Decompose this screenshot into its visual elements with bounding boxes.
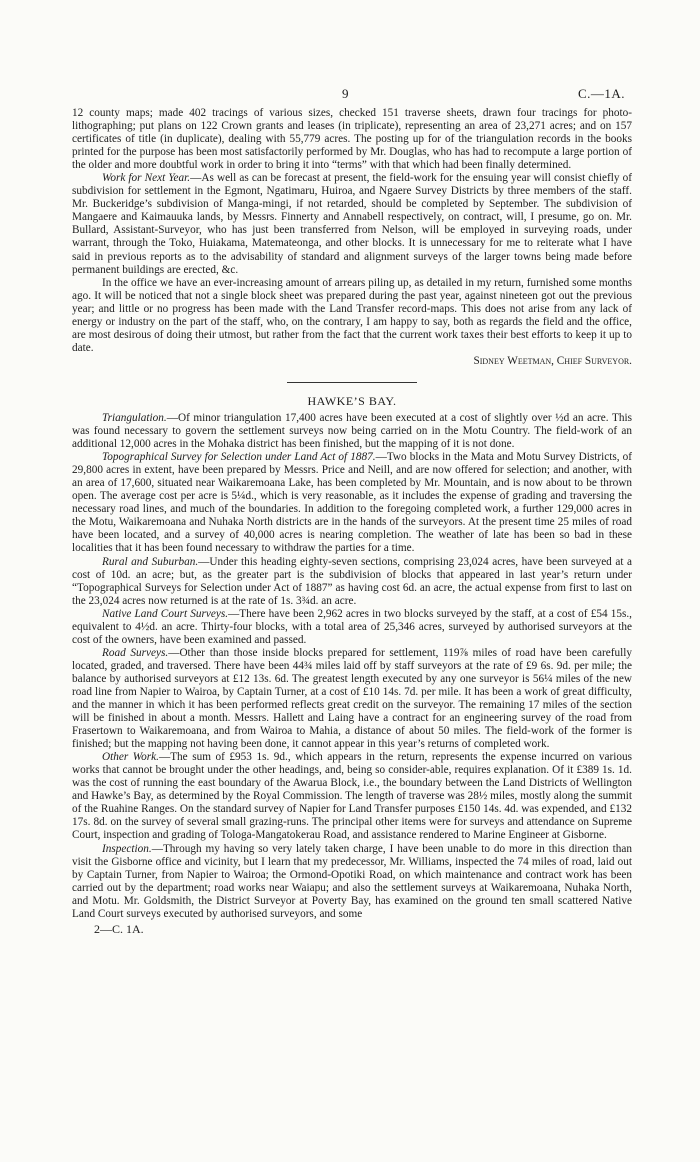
paragraph-text: —There have been 2,962 acres in two blocks surveyed by the staff, at a cost of £54 15s., equivalent to 4½d. an acre. Thirty-four blocks, with a total area of 25,346 acres, surveyed by authorised surveyors at the cost of the owners, have been examined and passed. [72, 607, 632, 646]
paragraph [72, 647, 632, 751]
paragraph [72, 107, 632, 172]
paragraph-heading: Rural and Suburban. [102, 555, 199, 568]
paragraph-text: —The sum of £953 1s. 9d., which appears in the return, represents the expense incurred on various works that cannot be brought under the other headings, and, being so consider-able, requires explanation. Of it £389 1s. 1d. was the cost of running the east boundary of the Awarua Block, i.e., the boundary between the Land Districts of Wellington and Hawke’s Bay, as determined by the Royal Commission. The length of traverse was 28½ miles, mostly along the summit of the Ruahine Ranges. On the standard survey of Napier for Land Transfer purposes £150 14s. 4d. was expended, and £132 17s. 8d. on the survey of several small grazing-runs. The principal other items were for surveys and attendance on Supreme Court, inspection and grading of Tologa-Mangatokerau Road, and assistance rendered to Marine Engineer at Gisborne. [72, 751, 632, 842]
paragraph-heading: Triangulation. [102, 411, 167, 424]
paragraph-text: —Other than those inside blocks prepared for settlement, 119⅞ miles of road have been carefully located, graded, and traversed. There have been 44¾ miles laid off by staff surveyors at the rate of £9 6s. 9d. per mile; the balance by authorised surveyors at £12 13s. 6d. The greatest length executed by any one surveyor is 56¼ miles of the new road line from Napier to Wairoa, by Captain Turner, at a cost of £10 14s. 7d. per mile. It has been a work of great difficulty, and the manner in which it has been performed reflects great credit on the surveyor. The remaining 17 miles of the section will be finished in about a month. Messrs. Hallett and Laing have a contract for an engineering survey of the road from Frasertown to Waikaremoana, and from Wairoa to Mahia, a distance of about 50 miles. The field-work of the former is finished; but the mapping not having been done, it cannot appear in this year’s returns of completed work. [72, 646, 632, 751]
paragraph [72, 556, 632, 608]
section-title: HAWKE’S BAY. [307, 393, 397, 408]
paragraph-text: —As well as can be forecast at present, the field-work for the ensuing year will consist chiefly of subdivision for settlement in the Egmont, Ngatimaru, Huiroa, and Ngaere Survey Districts by three members of the staff. Mr. Buckeridge’s subdivision of Manga-mingi, if not retarded, should be completed by September. The subdivision of Mangaere and Kaimauuka lands, by Messrs. Finnerty and Annabell respectively, on contract, will, I presume, go on. Mr. Bullard, Assistant-Surveyor, who has just been transferred from Nelson, will be employed in surveying roads, under warrant, through the Toko, Huiakama, Matemateonga, and other blocks. It is unnecessary for me to reiterate what I have said in previous reports as to the advisability of standard and alignment surveys of the larger towns being made before permanent buildings are erected, &c. [72, 172, 632, 276]
paragraph-text: —Under this heading eighty-seven sections, comprising 23,024 acres, have been surveyed at a cost of 10d. an acre; but, as the greater part is the subdivision of blocks that appeared in last year’s return under “Topographical Surveys for Selection under Act of 1887” as having cost 6d. an acre, the actual expense from first to last on the 23,024 acres now returned is at the rate of 1s. 3¾d. an acre. [72, 555, 632, 607]
paragraph-heading: Topographical Survey for Selection under Land Act of 1887. [102, 451, 376, 464]
footer-signature: 2—C. 1A. [94, 921, 144, 936]
signature-row [72, 355, 632, 368]
paragraph [72, 412, 632, 451]
paragraph [72, 277, 632, 355]
paragraph-heading: Native Land Court Surveys. [102, 607, 229, 620]
section-divider [287, 382, 417, 383]
paragraph-heading: Work for Next Year. [102, 172, 191, 185]
signature: Sidney Weetman, Chief Surveyor. [473, 354, 632, 367]
paragraph [72, 172, 632, 276]
paragraph-heading: Inspection. [102, 842, 152, 855]
document-body [72, 107, 632, 936]
paragraph [72, 451, 632, 555]
document-reference: C.—1A. [578, 86, 626, 101]
page-number: 9 [342, 86, 349, 101]
paragraph [72, 843, 632, 921]
paragraph-text: —Of minor triangulation 17,400 acres have been executed at a cost of slightly over ½d an acre. This was found necessary to govern the settlement surveys now being carried on in the Motu Country. The field-work of an additional 12,000 acres in the Mohaka district has been finished, but the mapping of it is not done. [72, 411, 632, 451]
paragraph-heading: Other Work. [102, 751, 159, 764]
paragraph [72, 751, 632, 842]
paragraph [72, 608, 632, 647]
paragraph-text: —Through my having so very lately taken charge, I have been unable to do more in this direction than visit the Gisborne office and vicinity, but I learn that my predecessor, Mr. Williams, inspected the 74 miles of road, laid out by Captain Turner, from Napier to Wairoa; the Ormond-Opotiki Road, on which maintenance and contract work has been carried out by the department; road works near Waiapu; and also the settlement surveys at Waikaremoana, Nuhaka North, and Motu. Mr. Goldsmith, the District Surveyor at Poverty Bay, has examined on the ground ten small scattered Native Land Court surveys executed by authorised surveyors, and some [72, 842, 632, 920]
paragraph-text: —Two blocks in the Mata and Motu Survey Districts, of 29,800 acres in extent, have been prepared by Messrs. Price and Neill, and are now offered for selection; and another, with an area of 17,600, situated near Waikaremoana Lake, has been completed by Mr. Mountain, and is now about to be thrown open. The average cost per acre is 5¼d., which is very reasonable, as it includes the expense of grading and traversing the necessary road lines, and much of the boundaries. In addition to the foregoing completed work, a further 129,000 acres in the Motu, Waikaremoana and Nuhaka North districts are in the hands of the surveyors. At the present time 25 miles of road have been located, and a survey of 40,000 acres is nearing completion. The weather of late has been so bad in these localities that it has been found necessary to withdraw the parties for a time. [72, 451, 633, 555]
paragraph-heading: Road Surveys. [102, 646, 169, 659]
paragraph-text: In the office we have an ever-increasing amount of arrears piling up, as detailed in my return, furnished some months ago. It will be noticed that not a single block sheet was prepared during the past year, against nineteen got out the previous year; and little or no progress has been made with the Land Transfer record-maps. This does not arise from any lack of energy or industry on the part of the staff, who, on the contrary, I am happy to say, both as regards the field and the office, are most desirous of doing their utmost, but rather from the fact that the current work taxes their best efforts to keep it up to date. [72, 276, 632, 354]
paragraph-text: 12 county maps; made 402 tracings of various sizes, checked 151 traverse sheets, drawn four tracings for photo-lithographing; put plans on 122 Crown grants and leases (in triplicate), representing an area of 23,271 acres; and on 157 certificates of title (in duplicate), dealing with 55,779 acres. The posting up for of the triangulation records in the books printed for the purpose has been most satisfactorily performed by Mr. Douglas, who has had to recompute a large portion of the older and more doubtful work in order to bring it into “terms” with that which had been finally determined. [72, 107, 632, 172]
